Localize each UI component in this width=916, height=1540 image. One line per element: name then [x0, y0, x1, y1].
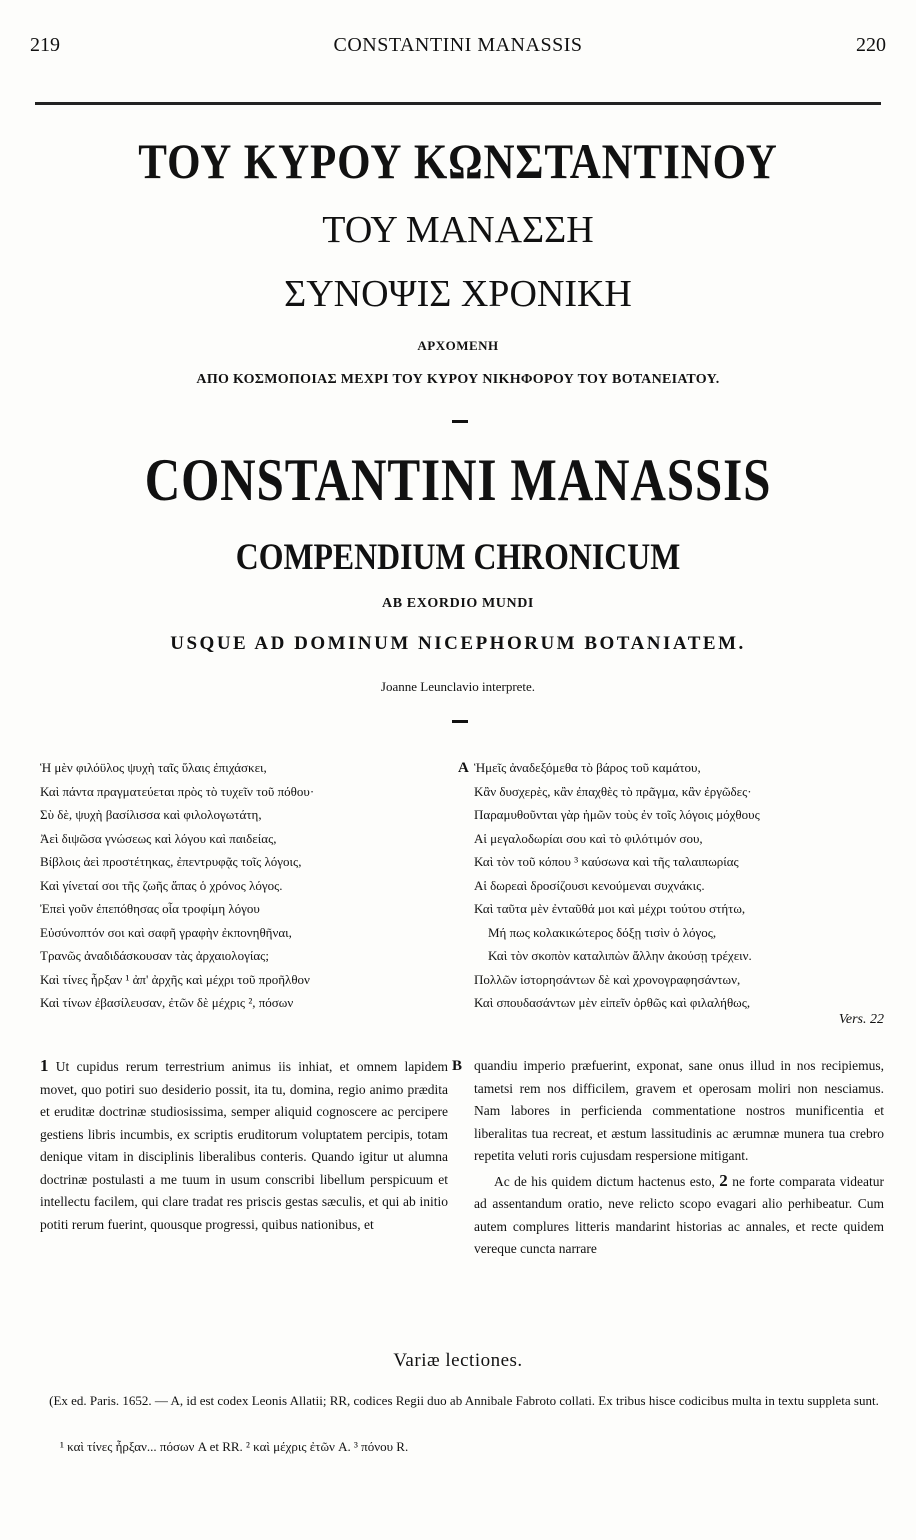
separator-dash — [452, 720, 468, 723]
latin-text-left-column — [40, 1055, 448, 1236]
column-marker-b: B — [452, 1058, 463, 1074]
latin-text: Ac de his quidem dictum hactenus esto, — [494, 1173, 715, 1189]
latin-text: Ut cupidus rerum terrestrium animus iis inhiat, et omnem lapidem movet, quo potiri suo desiderio possit, ita tu, domina, regio animo prædita et eruditæ doctrinæ studiosissima, semper aliquid cognoscere ac percipere gestiens libris incumbis, ex scriptis eruditorum voluptatem percipis, totam denique vitam in disciplinis liberalibus conteris. Quando igitur ut alumna doctrinæ postulasti a me tuum in usum conscribi libellum perspicuum et intellectu facilem, qui clare tradat res priscis gestas sæculis, et qui ab initio potiti rerum fuerint, quousque progressi, quibus nationibus, et — [40, 1059, 448, 1232]
verse-line: Καὶ πάντα πραγματεύεται πρὸς τὸ τυχεῖν τοῦ πόθου· — [40, 783, 315, 799]
greek-verse-right-column — [474, 756, 890, 1015]
verse-number: Vers. 22 — [838, 1012, 884, 1027]
verse-line: Καὶ σπουδασάντων μὲν εἰπεῖν ὀρθῶς καὶ φιλαλήθως, — [474, 995, 751, 1010]
verse-line: Καὶ γίνεταί σοι τῆς ζωῆς ἅπας ὁ χρόνος λόγος. — [40, 877, 283, 893]
verse-line: Ἐπεὶ γοῦν ἐπεπόθησας οἷα τροφίμη λόγου — [40, 901, 260, 916]
verse-line: Πολλῶν ἱστορησάντων δὲ καὶ χρονογραφησάντων, — [474, 971, 741, 987]
verse-line: Αἱ δωρεαὶ δροσίζουσι κενούμεναι συχνάκις. — [474, 877, 705, 893]
page-number-right: 220 — [856, 34, 886, 56]
verse-line: Καὶ τίνες ἦρξαν ¹ ἀπ' ἀρχῆς καὶ μέχρι τοῦ προῆλθον — [40, 971, 310, 987]
latin-title-line-1: CONSTANTINI MANASSIS — [144, 447, 772, 513]
verse-line: Παραμυθοῦνται γὰρ ἡμῶν τοὺς ἐν τοῖς λόγοις μόχθους — [474, 807, 760, 822]
greek-title-line-4: ΑΡΧΟΜΕΝΗ — [417, 338, 499, 353]
latin-paragraph — [40, 1055, 448, 1236]
section-number: 2 — [719, 1170, 728, 1190]
verse-line: Εὐσύνοπτόν σοι καὶ σαφῆ γραφὴν ἐκπονηθῆναι, — [40, 924, 292, 940]
latin-text-right-column — [474, 1055, 884, 1261]
verse-line: Καὶ ταῦτα μὲν ἐνταῦθά μοι καὶ μέχρι τούτου στήτω, — [474, 901, 746, 916]
latin-paragraph: quandiu imperio præfuerint, exponat, sane onus illud in nos recipiemus, tametsi rem nos difficilem, gravem et operosam moliri non nesciamus. Nam labores in perficienda commentatione nostros munificentia et liberalitas tua recreat, et æstum lassitudinis ac ærumnæ munera tua crebro repetita veluti roris cujusdam respersione mitigant. — [474, 1058, 884, 1163]
verse-line: Καὶ τὸν τοῦ κόπου ³ καύσωνα καὶ τῆς ταλαιπωρίας — [474, 854, 739, 869]
verse-line: Αἱ μεγαλοδωρίαι σου καὶ τὸ φιλότιμόν σου, — [474, 830, 703, 846]
latin-paragraph — [474, 1170, 884, 1261]
page-number-left: 219 — [30, 34, 60, 56]
verse-line: Ἡ μὲν φιλόϋλος ψυχὴ ταῖς ὕλαις ἐπιχάσκει, — [40, 760, 267, 775]
header-rule — [35, 102, 881, 105]
latin-title-line-4: USQUE AD DOMINUM NICEPHORUM BOTANIATEM. — [170, 633, 746, 654]
verse-line: Σὺ δὲ, ψυχὴ βασίλισσα καὶ φιλολογωτάτη, — [40, 807, 262, 822]
translator-credit: Joanne Leunclavio interprete. — [380, 679, 536, 694]
greek-title-line-3: ΣΥΝΟΨΙΣ ΧΡΟΝΙΚΗ — [284, 273, 632, 315]
latin-text: ne forte comparata videatur ad assentandum oratio, neve relicto scopo evagari alio perhibeatur. Cum autem complures litteris mandarint historias ac annales, et recte quidem vereque cuncta narrare — [474, 1173, 885, 1256]
column-marker-a: A — [458, 760, 469, 776]
running-head — [30, 34, 886, 62]
latin-title-line-2: COMPENDIUM CHRONICUM — [235, 537, 681, 578]
verse-line: Καὶ τὸν σκοπὸν καταλιπὼν ἄλλην ἀκούσῃ τρέχειν. — [488, 948, 752, 963]
footnote-readings: ¹ καὶ τίνες ἦρξαν... πόσων A et RR. ² καὶ μέχρις ἐτῶν A. ³ πόνου R. — [60, 1439, 409, 1454]
greek-title-line-2: ΤΟΥ ΜΑΝΑΣΣΗ — [322, 209, 594, 251]
verse-line: Ἡμεῖς ἀναδεξόμεθα τὸ βάρος τοῦ καμάτου, — [474, 760, 701, 775]
separator-dash — [452, 420, 468, 423]
verse-line: Βίβλοις ἀεὶ προστέτηκας, ἐπεντρυφᾷς τοῖς λόγοις, — [40, 854, 302, 869]
verse-line: Κἂν δυσχερὲς, κἂν ἐπαχθὲς τὸ πρᾶγμα, κἂν ἐργῶδες· — [474, 783, 752, 799]
greek-title-line-5: ΑΠΟ ΚΟΣΜΟΠΟΙΑΣ ΜΕΧΡΙ ΤΟΥ ΚΥΡΟΥ ΝΙΚΗΦΟΡΟΥ ΤΟΥ ΒΟΤΑΝΕΙΑΤΟΥ. — [196, 372, 720, 387]
verse-line: Μή πως κολακικώτερος δόξῃ τισὶν ὁ λόγος, — [488, 924, 717, 940]
section-number: 1 — [40, 1056, 49, 1075]
verse-line: Τρανῶς ἀναδιδάσκουσαν τὰς ἀρχαιολογίας; — [40, 948, 269, 963]
variae-lectiones-heading: Variæ lectiones. — [393, 1350, 523, 1371]
greek-title-line-1: ΤΟΥ ΚΥΡΟΥ ΚΩΝΣΤΑΝΤΙΝΟΥ — [138, 133, 778, 189]
greek-verse-left-column — [40, 756, 460, 1015]
latin-title-line-3: AB EXORDIO MUNDI — [382, 596, 534, 611]
verse-line: Ἀεὶ διψῶσα γνώσεως καὶ λόγου καὶ παιδείας, — [40, 830, 277, 846]
verse-line: Καὶ τίνων ἐβασίλευσαν, ἐτῶν δὲ μέχρις ², πόσων — [40, 995, 294, 1010]
footnote-edition: (Ex ed. Paris. 1652. — A, id est codex Leonis Allatii; RR, codices Regii duo ab Annibale Fabroto collati. Ex tribus hisce codicibus multa in textu suppleta sunt. — [49, 1393, 879, 1408]
running-title: CONSTANTINI MANASSIS — [333, 34, 583, 56]
